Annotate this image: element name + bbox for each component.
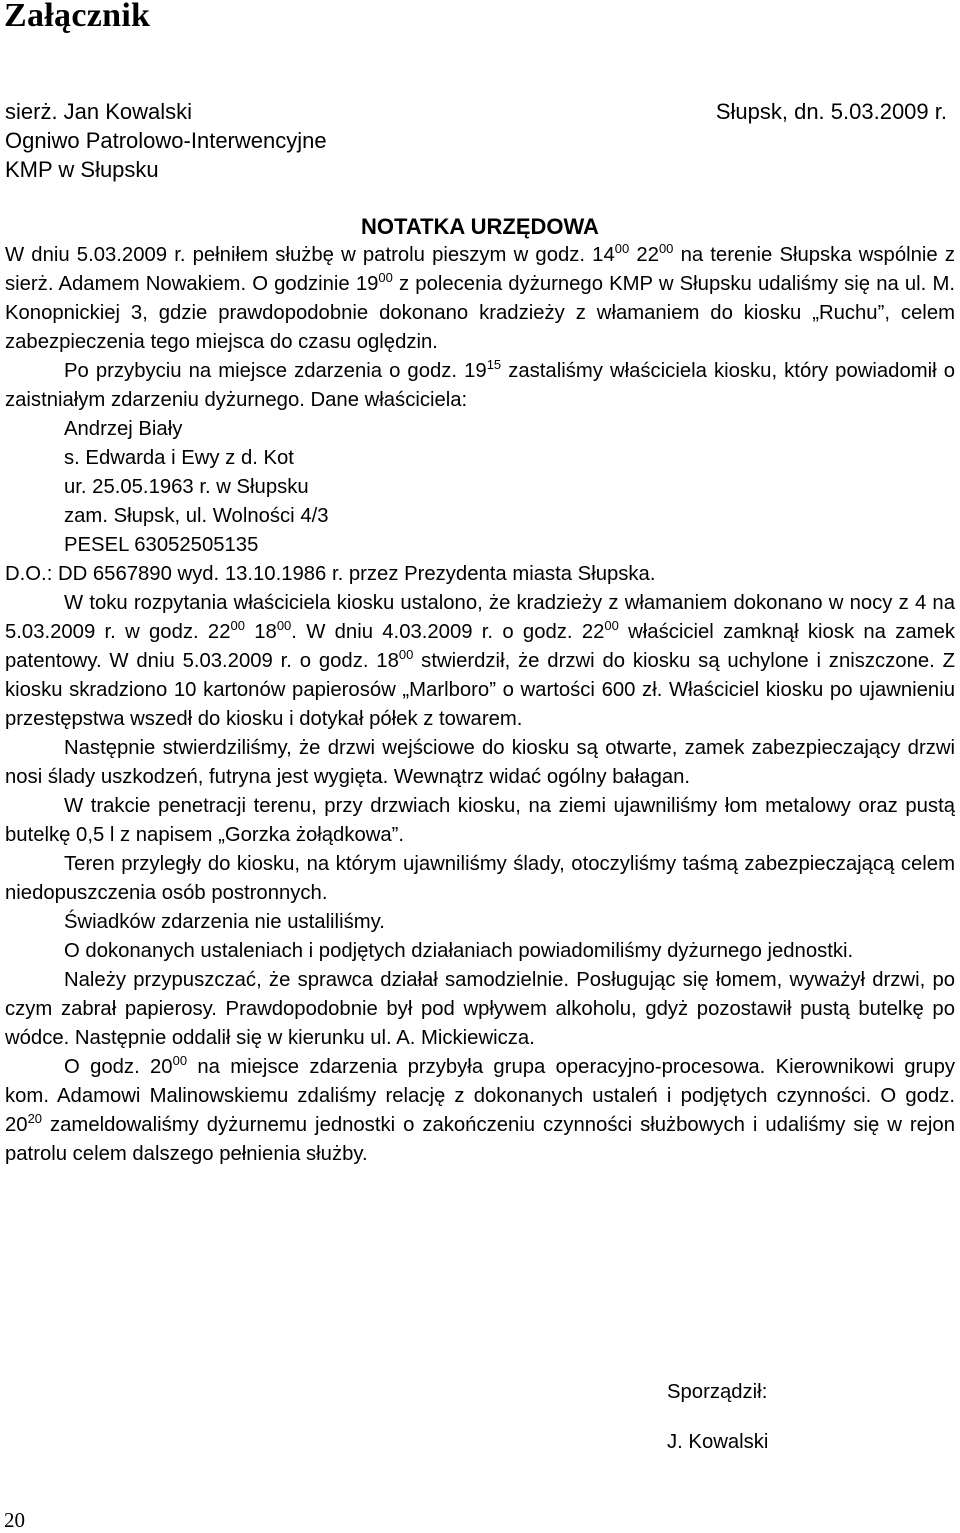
paragraph-service: W dniu 5.03.2009 r. pełniłem służbę w patrolu pieszym w godz. $14^{00}$ $22^{00}$ na terenie Słupska wspólnie z sierż. Adamem Nowakiem. O godzinie $19^{00}$ z polecenia dyżurnego KMP w Słupsku udaliśmy się na ul. M. Konopnickiej 3, gdzie prawdopodobnie dokonano kradzieży z włamaniem do kiosku „Ruchu”, celem zabezpieczenia tego miejsca do czasu oględzin. <box>5 241 955 353</box>
owner-details <box>5 415 955 560</box>
paragraph-arrival: Po przybyciu na miejsce zdarzenia o godz. $19^{15}$ zastaliśmy właściciela kiosku, który powiadomił o zaistniałym zdarzeniu dyżurnego. Dane właściciela: <box>5 357 955 411</box>
author-command: KMP w Słupsku <box>5 157 159 182</box>
paragraph-door: Następnie stwierdziliśmy, że drzwi wejściowe do kiosku są otwarte, zamek zabezpieczający drzwi nosi ślady uszkodzeń, futryna jest wygięta. Wewnątrz widać ogólny bałagan. <box>5 737 955 788</box>
note-body <box>5 241 955 1169</box>
owner-line: zam. Słupsk, ul. Wolności 4/3 <box>64 505 329 527</box>
owner-line: Andrzej Biały <box>64 418 183 440</box>
paragraph-witnesses: Świadków zdarzenia nie ustaliliśmy. <box>64 911 385 933</box>
page-title: Załącznik <box>4 0 151 34</box>
page-number: 20 <box>4 1508 25 1532</box>
paragraph-report: O dokonanych ustaleniach i podjętych działaniach powiadomiliśmy dyżurnego jednostki. <box>64 940 854 962</box>
signature-name: J. Kowalski <box>667 1431 769 1453</box>
signature-label: Sporządził: <box>667 1381 768 1403</box>
paragraph-interview: W toku rozpytania właściciela kiosku ustalono, że kradzieży z włamaniem dokonano w nocy z 4 na 5.03.2009 r. w godz. $22^{00}$ $18^{00}$. W dniu 4.03.2009 r. o godz. $22^{00}$ właściciel zamknął kiosk na zamek patentowy. W dniu 5.03.2009 r. o godz. $18^{00}$ stwierdził, że drzwi do kiosku są uchylone i zniszczone. Z kiosku skradziono 10 kartonów papierosów „Marlboro” o wartości 600 zł. Właściciel kiosku po ujawnieniu przestępstwa wszedł do kiosku i dotykał półek z towarem. <box>5 592 955 730</box>
owner-id-document: D.O.: DD 6567890 wyd. 13.10.1986 r. przez Prezydenta miasta Słupska. <box>5 563 656 585</box>
author-name: sierż. Jan Kowalski <box>5 99 193 124</box>
author-block <box>5 97 327 184</box>
document-title: NOTATKA URZĘDOWA <box>361 214 599 239</box>
paragraph-handover: O godz. $20^{00}$ na miejsce zdarzenia przybyła grupa operacyjno-procesowa. Kierownikowi grupy kom. Adamowi Malinowskiemu zdaliśmy relację z dokonanych ustaleń i podjętych czynności. O godz. $20^{20}$ zameldowaliśmy dyżurnemu jednostki o zakończeniu czynności służbowych i udaliśmy się w rejon patrolu celem dalszego pełnienia służby. <box>5 1053 956 1165</box>
owner-line: ur. 25.05.1963 r. w Słupsku <box>64 476 309 498</box>
place-date: Słupsk, dn. 5.03.2009 r. <box>715 99 947 124</box>
paragraph-cordon: Teren przyległy do kiosku, na którym ujawniliśmy ślady, otoczyliśmy taśmą zabezpieczającą celem niedopuszczenia osób postronnych. <box>5 853 955 904</box>
owner-line: s. Edwarda i Ewy z d. Kot <box>64 447 294 469</box>
author-unit: Ogniwo Patrolowo-Interwencyjne <box>5 128 327 153</box>
paragraph-conclusion: Należy przypuszczać, że sprawca działał samodzielnie. Posługując się łomem, wyważył drzwi, po czym zabrał papierosy. Prawdopodobnie był pod wpływem alkoholu, gdyż pozostawił pustą butelkę po wódce. Następnie oddalił się w kierunku ul. A. Mickiewicza. <box>5 969 955 1049</box>
owner-line: PESEL 63052505135 <box>64 534 259 556</box>
paragraph-evidence: W trakcie penetracji terenu, przy drzwiach kiosku, na ziemi ujawniliśmy łom metalowy oraz pustą butelkę 0,5 l z napisem „Gorzka żołądkowa”. <box>5 795 955 846</box>
